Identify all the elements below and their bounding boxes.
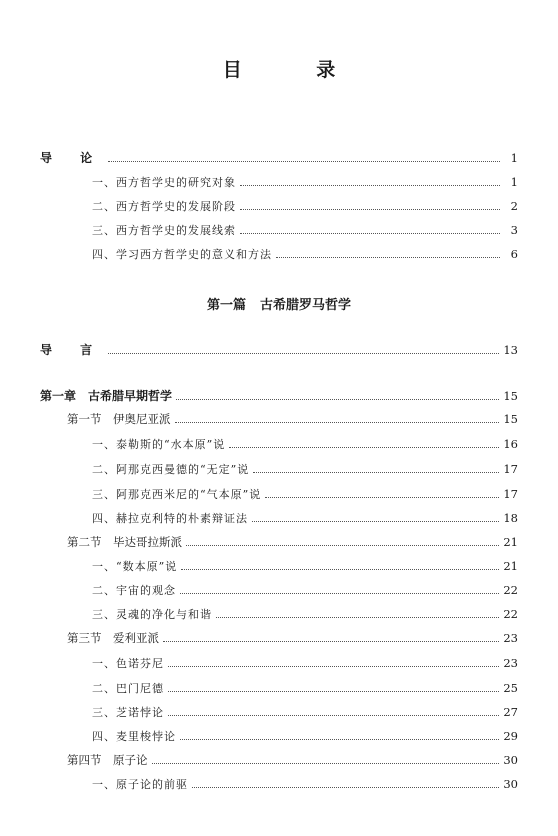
toc-entry[interactable] [92,728,518,745]
toc-label: 三、西方哲学史的发展线索 [92,224,236,237]
dot-leader [180,739,499,740]
toc-entry[interactable] [92,246,518,263]
dot-leader [152,763,500,764]
page-number: 30 [503,777,518,791]
page-number: 25 [503,681,518,695]
dot-leader [186,545,499,546]
toc-label: 四、赫拉克利特的朴素辩证法 [92,512,248,525]
toc-label: 四、学习西方哲学史的意义和方法 [92,248,272,261]
page-number: 18 [503,511,518,525]
dot-leader [163,641,499,642]
toc-label: 第一节 伊奥尼亚派 [67,412,171,426]
toc-entry[interactable] [92,558,518,575]
dot-leader [175,422,500,423]
dot-leader [240,209,500,210]
toc-label: 三、芝诺悖论 [92,706,164,719]
page-number: 16 [503,437,518,451]
dot-leader [108,353,499,354]
toc-entry[interactable] [92,582,518,599]
page-number: 15 [503,412,518,426]
dot-leader [168,666,499,667]
page-title: 目 录 [222,59,370,81]
dot-leader [229,447,499,448]
toc-entry[interactable] [92,222,518,239]
page-number: 29 [503,729,518,743]
dot-leader [180,593,499,594]
page-number: 3 [510,223,518,237]
toc-entry-section[interactable] [67,630,518,646]
dot-leader [168,691,499,692]
page-number: 22 [503,583,518,597]
toc-entry[interactable] [92,704,518,721]
toc-entry[interactable] [92,655,518,672]
toc-entry[interactable] [92,486,518,503]
toc-label: 第一章 古希腊早期哲学 [40,389,173,403]
toc-label: 四、麦里梭悖论 [92,730,176,743]
part-number: 第一篇 [206,298,246,313]
toc-label: 二、西方哲学史的发展阶段 [92,200,236,213]
page-number: 27 [503,705,518,719]
dot-leader [192,787,499,788]
page-number: 13 [503,343,518,357]
toc-label: 二、巴门尼德 [92,682,164,695]
toc-label: 导 论 [40,151,105,165]
toc-label: 第二节 毕达哥拉斯派 [67,535,182,549]
toc-entry-section[interactable] [67,411,518,427]
dot-leader [216,617,499,618]
toc-entry-preface[interactable] [40,342,518,358]
toc-label: 一、“数本原”说 [92,560,178,573]
toc-label: 一、原子论的前驱 [92,778,188,791]
toc-label: 一、泰勒斯的“水本原”说 [92,438,226,451]
part-title: 古希腊罗马哲学 [260,298,352,313]
toc-label: 二、阿那克西曼德的“无定”说 [92,463,250,476]
page-number: 15 [503,389,518,403]
page-number: 30 [503,753,518,767]
toc-entry[interactable] [92,510,518,527]
toc-entry[interactable] [92,461,518,478]
page-number: 21 [503,559,518,573]
toc-entry-chapter[interactable] [40,388,518,404]
toc-label: 三、阿那克西米尼的“气本原”说 [92,488,262,501]
part-heading [0,294,558,313]
toc-entry[interactable] [92,776,518,793]
toc-entry-section[interactable] [67,752,518,768]
dot-leader [240,233,500,234]
dot-leader [240,185,500,186]
toc-entry[interactable] [92,436,518,453]
toc-label: 第四节 原子论 [67,753,148,767]
toc-entry[interactable] [92,174,518,191]
dot-leader [176,399,499,400]
page-number: 23 [503,656,518,670]
dot-leader [253,472,499,473]
page-number: 1 [510,151,518,165]
page-number: 17 [503,462,518,476]
page-number: 17 [503,487,518,501]
page-number: 23 [503,631,518,645]
toc-label: 一、色诺芬尼 [92,657,164,670]
toc-entry[interactable] [92,680,518,697]
dot-leader [252,521,499,522]
dot-leader [168,715,499,716]
toc-label: 导 言 [40,343,105,357]
page-number: 6 [510,247,518,261]
toc-label: 二、宇宙的观念 [92,584,176,597]
dot-leader [265,497,499,498]
page-number: 21 [503,535,518,549]
toc-label: 三、灵魂的净化与和谐 [92,608,212,621]
toc-entry-intro[interactable] [40,150,518,166]
page-number: 22 [503,607,518,621]
toc-entry-section[interactable] [67,534,518,550]
toc-label: 第三节 爱利亚派 [67,631,159,645]
dot-leader [181,569,499,570]
toc-entry[interactable] [92,198,518,215]
toc-label: 一、西方哲学史的研究对象 [92,176,236,189]
page-number: 1 [510,175,518,189]
toc-entry[interactable] [92,606,518,623]
dot-leader [108,161,500,162]
dot-leader [276,257,500,258]
page-number: 2 [510,199,518,213]
